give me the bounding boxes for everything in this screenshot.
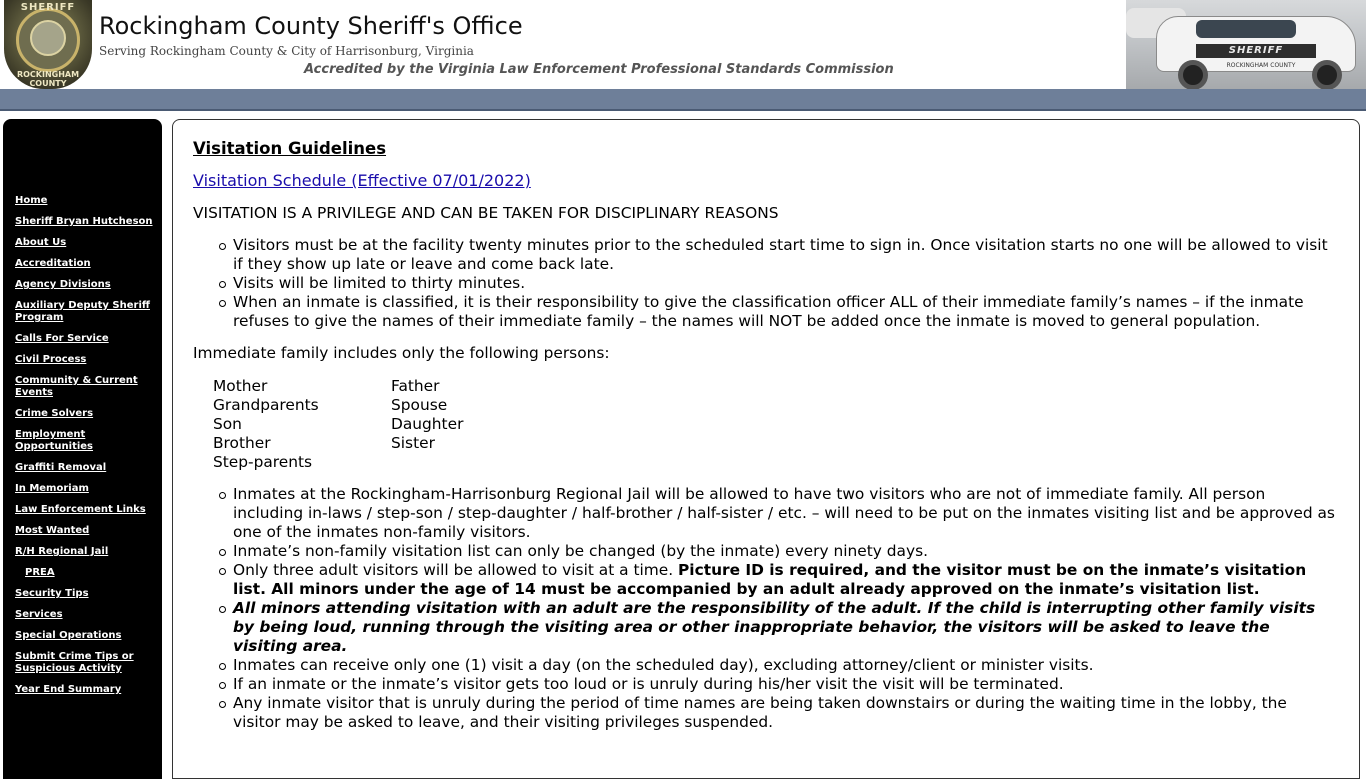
family-intro: Immediate family includes only the following persons: [193,344,610,362]
sidebar-item-year-end-summary[interactable]: Year End Summary [15,684,122,695]
sidebar-item-crime-solvers[interactable]: Crime Solvers [15,408,94,419]
family-member: Son [213,415,242,433]
list-item: When an inmate is classified, it is their responsibility to give the classification officer ALL of their immediate family’s names – if the inmate refuses to give the names of their immediate family – the names will NOT be added once the inmate is moved to general population. [233,293,1339,331]
site-header [0,0,1366,89]
family-member: Sister [391,434,435,452]
family-member: Mother [213,377,268,395]
list-item: Inmates at the Rockingham-Harrisonburg Regional Jail will be allowed to have two visitors who are not of immediate family. All person including in-laws / step-son / step-daughter / half-brother / half-sister / etc. – will need to be put on the inmates visiting list and be approved as one of the inmates non-family visitors. [233,485,1339,542]
family-member: Grandparents [213,396,319,414]
main-content [172,119,1360,779]
family-member: Daughter [391,415,464,433]
sidebar-item-home[interactable]: Home [15,195,48,206]
patrol-car-photo [1126,0,1366,89]
sidebar-item-civil-process[interactable]: Civil Process [15,354,87,365]
sidebar-item-services[interactable]: Services [15,609,63,620]
sidebar-item-graffiti-removal[interactable]: Graffiti Removal [15,462,107,473]
car-county-text: ROCKINGHAM COUNTY [1226,62,1296,69]
accreditation-text: Accredited by the Virginia Law Enforcement Professional Standards Commission [304,62,894,77]
sidebar-item-auxiliary-deputy[interactable]: Auxiliary Deputy Sheriff Program [15,300,150,323]
car-window [1196,20,1296,38]
badge-bottom-text: ROCKINGHAM COUNTY [16,70,80,88]
list-item [233,561,1339,599]
sidebar-item-prea[interactable]: PREA [25,567,55,578]
rules-list-1 [193,236,1339,331]
family-member: Father [391,377,440,395]
sidebar-item-regional-jail[interactable]: R/H Regional Jail [15,546,109,557]
sidebar-item-community-events[interactable]: Community & Current Events [15,375,138,398]
sidebar-item-security-tips[interactable]: Security Tips [15,588,89,599]
car-wheel-icon [1312,60,1342,89]
family-members-grid [193,377,1339,472]
sidebar-item-about-us[interactable]: About Us [15,237,67,248]
sidebar-item-law-enforcement-links[interactable]: Law Enforcement Links [15,504,146,515]
sidebar-item-sheriff[interactable]: Sheriff Bryan Hutcheson [15,216,153,227]
family-member: Spouse [391,396,448,414]
privilege-warning: VISITATION IS A PRIVILEGE AND CAN BE TAKEN FOR DISCIPLINARY REASONS [193,204,779,222]
list-item: Visits will be limited to thirty minutes. [233,274,1339,293]
sidebar-item-in-memoriam[interactable]: In Memoriam [15,483,89,494]
sidebar-item-submit-crime-tips[interactable]: Submit Crime Tips or Suspicious Activity [15,651,134,674]
list-item: Visitors must be at the facility twenty minutes prior to the scheduled start time to sign in. Once visitation starts no one will be allowed to visit if they show up late or leave and come back late. [233,236,1339,274]
header-band [0,89,1366,111]
sidebar-item-most-wanted[interactable]: Most Wanted [15,525,90,536]
rule-text: Only three adult visitors will be allowed to visit at a time. [233,561,679,579]
list-item: If an inmate or the inmate’s visitor gets too loud or is unruly during his/her visit the visit will be terminated. [233,675,1339,694]
list-item: Inmates can receive only one (1) visit a day (on the scheduled day), excluding attorney/client or minister visits. [233,656,1339,675]
badge-top-text: SHERIFF [20,2,76,13]
rules-list-2 [193,485,1339,732]
list-item: Any inmate visitor that is unruly during the period of time names are being taken downstairs or during the waiting time in the lobby, the visitor may be asked to leave, and their visiting privileges suspended. [233,694,1339,732]
seal-icon [30,20,66,56]
car-wheel-icon [1178,60,1208,89]
id-requirement-text: Picture ID is required, and the visitor must be on the inmate’s visitation list. All minors under the age of 14 must be accompanied by an adult already approved on the inmate’s visitation list. [233,561,1307,598]
car-sheriff-stripe: SHERIFF [1196,44,1316,58]
list-item: All minors attending visitation with an adult are the responsibility of the adult. If the child is interrupting other family visits by being loud, running through the visiting area or other inappropriate behavior, the visitors will be asked to leave the visiting area. [233,599,1339,656]
site-title: Rockingham County Sheriff's Office [99,12,523,40]
sheriff-badge-logo[interactable] [4,0,92,89]
sidebar-item-special-operations[interactable]: Special Operations [15,630,122,641]
sidebar-item-agency-divisions[interactable]: Agency Divisions [15,279,111,290]
list-item: Inmate’s non-family visitation list can only be changed (by the inmate) every ninety days. [233,542,1339,561]
sidebar-nav [3,119,162,779]
site-subtitle: Serving Rockingham County & City of Harrisonburg, Virginia [99,44,474,58]
family-member: Step-parents [213,453,313,471]
page-title: Visitation Guidelines [193,139,387,158]
sidebar-item-accreditation[interactable]: Accreditation [15,258,91,269]
sidebar-item-employment[interactable]: Employment Opportunities [15,429,94,452]
visitation-schedule-link[interactable]: Visitation Schedule (Effective 07/01/2022) [193,171,531,190]
family-member: Brother [213,434,271,452]
sidebar-item-calls-for-service[interactable]: Calls For Service [15,333,109,344]
